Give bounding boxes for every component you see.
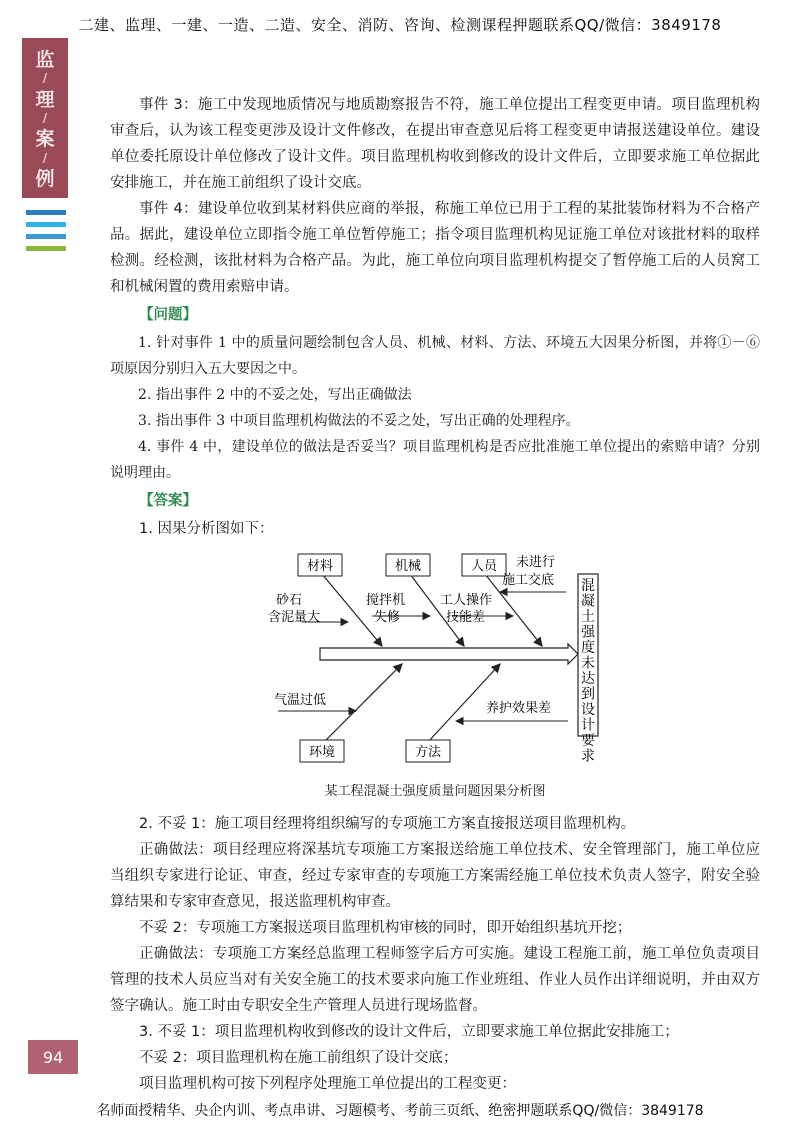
answer-paragraph: 不妥 2：项目监理机构在施工前组织了设计交底； (139, 1050, 458, 1066)
accent-stripe (26, 246, 66, 251)
answer-paragraph: 正确做法：专项施工方案经总监理工程师签字后方可实施。建设工程施工前，施工单位负责项目管理的技术人员应当对有关安全施工的技术要求向施工作业班组、作业人员作出详细说明，并由双方签字确认。施工时由专职安全生产管理人员进行现场监督。 (110, 946, 760, 1014)
question-item: 3. 指出事件 3 中项目监理机构做法的不妥之处，写出正确的处理程序。 (138, 413, 580, 429)
section-tab (22, 38, 68, 198)
category-environment: 环境 (308, 745, 336, 760)
cause-machine: 搅拌机失修 (366, 593, 406, 625)
footer-banner: 名师面授精华、央企内训、考点串讲、习题模考、考前三页纸、绝密押题联系QQ/微信：3849178 (96, 1103, 704, 1119)
bone-material (322, 574, 382, 646)
tab-separator: / (42, 110, 48, 125)
category-material: 材料 (306, 559, 334, 574)
header-banner: 二建、监理、一建、一造、二造、安全、消防、咨询、检测课程押题联系QQ/微信：3849178 (78, 16, 722, 34)
effect-label: 混凝土强度未达到设计要求 (581, 578, 595, 765)
question-item: 2. 指出事件 2 中的不妥之处，写出正确做法 (138, 387, 412, 403)
section-tab-char: 例 (35, 167, 55, 190)
answer-paragraph: 项目监理机构可按下列程序处理施工单位提出的工程变更： (139, 1076, 516, 1092)
answer-paragraph: 3. 不妥 1：项目监理机构收到修改的设计文件后，立即要求施工单位据此安排施工； (139, 1024, 679, 1040)
page-content (110, 92, 760, 1097)
category-people: 人员 (470, 559, 498, 574)
answer-paragraph: 正确做法：项目经理应将深基坑专项施工方案报送给施工单位技术、安全管理部门，施工单位应当组织专家进行论证、审查，经过专家审查的专项施工方案需经施工单位技术负责人签字，附安全验算结果和专家审查意见，报送监理机构审查。 (110, 842, 760, 910)
cause-people-skill: 工人操作技能差 (440, 593, 493, 625)
event-3: 事件 3：施工中发现地质情况与地质勘察报告不符，施工单位提出工程变更申请。项目监理机构审查后，认为该工程变更涉及设计文件修改，在提出审查意见后将工程变更申请报送建设单位。建设单位委托原设计单位修改了设计文件。项目监理机构收到修改的设计文件后，立即要求施工单位据此安排施工，并在施工前组织了设计交底。 (110, 97, 760, 191)
section-tab-char: 监 (35, 49, 55, 72)
accent-stripe (26, 210, 66, 215)
question-item: 1. 针对事件 1 中的质量问题绘制包含人员、机械、材料、方法、环境五大因果分析图，并将①－⑥项原因分别归入五大要因之中。 (110, 335, 760, 377)
answer-paragraph: 不妥 2：专项施工方案报送项目监理机构审核的同时，即开始组织基坑开挖； (139, 920, 632, 936)
tab-separator: / (42, 150, 48, 165)
cause-people-brief: 未进行施工交底 (502, 555, 556, 588)
section-tab-char: 案 (35, 128, 55, 151)
cause-method: 养护效果差 (486, 701, 552, 716)
event-4: 事件 4：建设单位收到某材料供应商的举报，称施工单位已用于工程的某批装饰材料为不合格产品。据此，建设单位立即指令施工单位暂停施工；指令项目监理机构见证施工单位对该批材料的取样检测。经检测，该批材料为合格产品。为此，施工单位向项目监理机构提交了暂停施工后的人员窝工和机械闲置的费用索赔申请。 (110, 201, 760, 295)
category-machine: 机械 (394, 559, 422, 574)
bone-environment (324, 664, 402, 742)
fishbone-diagram (110, 544, 760, 779)
answer-1-intro: 1. 因果分析图如下： (139, 521, 274, 537)
tab-separator: / (42, 71, 48, 86)
page-number: 94 (28, 1040, 78, 1074)
answer-paragraph: 2. 不妥 1：施工项目经理将组织编写的专项施工方案直接报送项目监理机构。 (139, 816, 636, 832)
section-tab-char: 理 (35, 88, 55, 111)
category-method: 方法 (414, 745, 442, 760)
figure-caption: 某工程混凝土强度质量问题因果分析图 (324, 784, 546, 799)
question-item: 4. 事件 4 中，建设单位的做法是否妥当？项目监理机构是否应批准施工单位提出的索赔申请？分别说明理由。 (110, 439, 760, 481)
accent-stripe (26, 234, 66, 239)
spine-arrow (320, 644, 578, 664)
answers-heading: 【答案】 (139, 493, 197, 509)
cause-environment: 气温过低 (274, 693, 327, 708)
questions-heading: 【问题】 (139, 307, 197, 323)
cause-material: 砂石含泥量大 (268, 593, 321, 625)
accent-stripe (26, 222, 66, 227)
